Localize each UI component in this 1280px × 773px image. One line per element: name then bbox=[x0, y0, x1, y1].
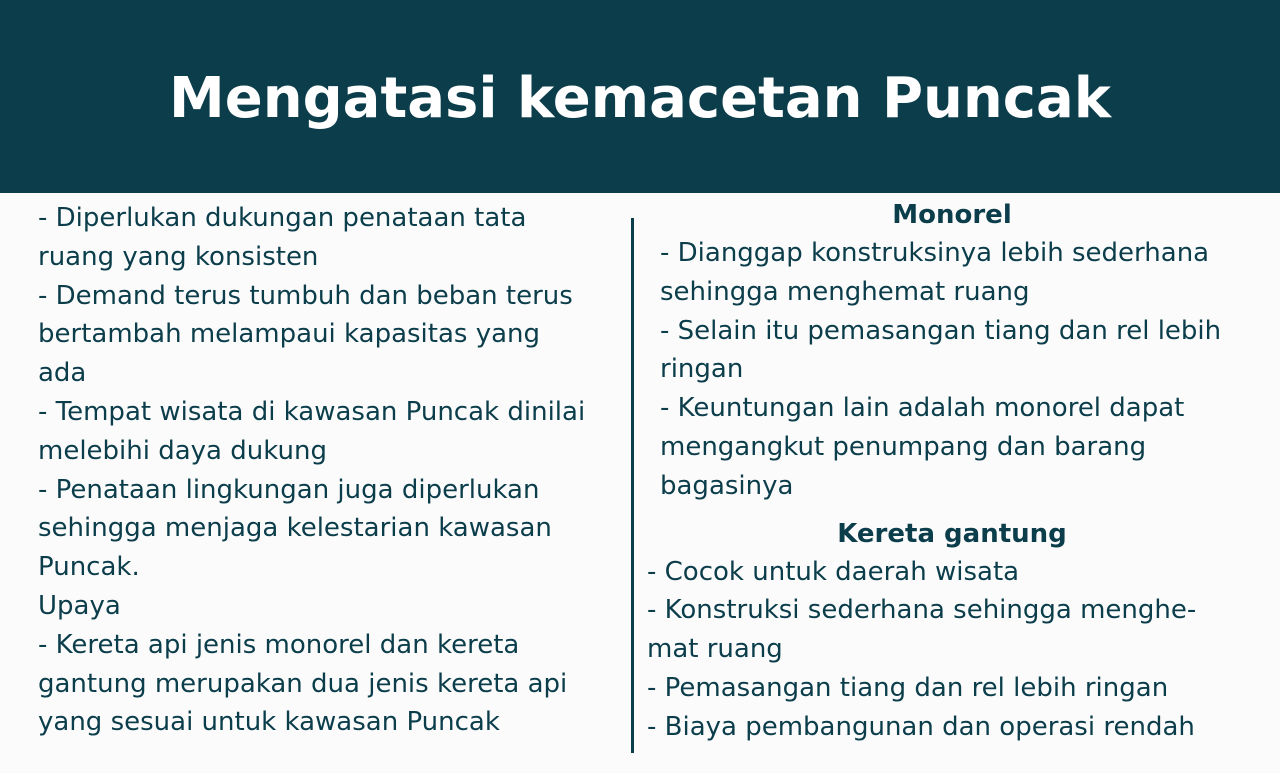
upaya-label: Upaya bbox=[38, 590, 121, 621]
monorel-text-line: - Selain itu pemasangan tiang dan rel lebih bbox=[660, 315, 1222, 346]
left-text-line: - Demand terus tumbuh dan beban terus bbox=[38, 280, 573, 311]
monorel-text-line: ringan bbox=[660, 354, 744, 385]
left-text-line: melebihi daya dukung bbox=[38, 435, 327, 466]
kereta-gantung-text-line: mat ruang bbox=[647, 634, 783, 665]
header-banner bbox=[0, 0, 1280, 193]
kereta-gantung-text-line: - Pemasangan tiang dan rel lebih ringan bbox=[647, 672, 1169, 703]
left-text-line: ruang yang konsisten bbox=[38, 241, 319, 272]
left-text-line: - Diperlukan dukungan penataan tata bbox=[38, 203, 527, 233]
monorel-text-line: bagasinya bbox=[660, 470, 794, 501]
page-title: Mengatasi kemacetan Puncak bbox=[169, 66, 1111, 131]
column-divider bbox=[631, 218, 634, 753]
left-text-line: bertambah melampaui kapasitas yang bbox=[38, 319, 541, 350]
monorel-heading: Monorel bbox=[892, 200, 1012, 230]
left-text-line: ada bbox=[38, 358, 87, 389]
kereta-gantung-text-line: - Konstruksi sederhana sehingga menghe- bbox=[647, 595, 1197, 626]
left-text-line: sehingga menjaga kelestarian kawasan bbox=[38, 513, 552, 544]
monorel-text-line: - Keuntungan lain adalah monorel dapat bbox=[660, 393, 1185, 424]
right-column bbox=[647, 196, 1257, 747]
monorel-list bbox=[647, 234, 1257, 506]
left-column bbox=[38, 199, 618, 742]
kereta-gantung-heading: Kereta gantung bbox=[837, 518, 1067, 549]
left-text-line: - Tempat wisata di kawasan Puncak dinilai bbox=[38, 396, 586, 427]
monorel-text-line: mengangkut penumpang dan barang bbox=[660, 431, 1147, 462]
left-text-line: Puncak. bbox=[38, 552, 140, 583]
kereta-gantung-list bbox=[647, 553, 1257, 747]
left-text-line: yang sesuai untuk kawasan Puncak bbox=[38, 707, 500, 738]
left-text-line: - Penataan lingkungan juga diperlukan bbox=[38, 474, 540, 505]
kereta-gantung-text-line: - Cocok untuk daerah wisata bbox=[647, 556, 1020, 587]
monorel-text-line: - Dianggap konstruksinya lebih sederhana bbox=[660, 238, 1210, 268]
left-text-line: - Kereta api jenis monorel dan kereta bbox=[38, 629, 520, 660]
left-text-line: gantung merupakan dua jenis kereta api bbox=[38, 668, 568, 699]
kereta-gantung-text-line: - Biaya pembangunan dan operasi rendah bbox=[647, 711, 1195, 742]
monorel-text-line: sehingga menghemat ruang bbox=[660, 276, 1030, 307]
